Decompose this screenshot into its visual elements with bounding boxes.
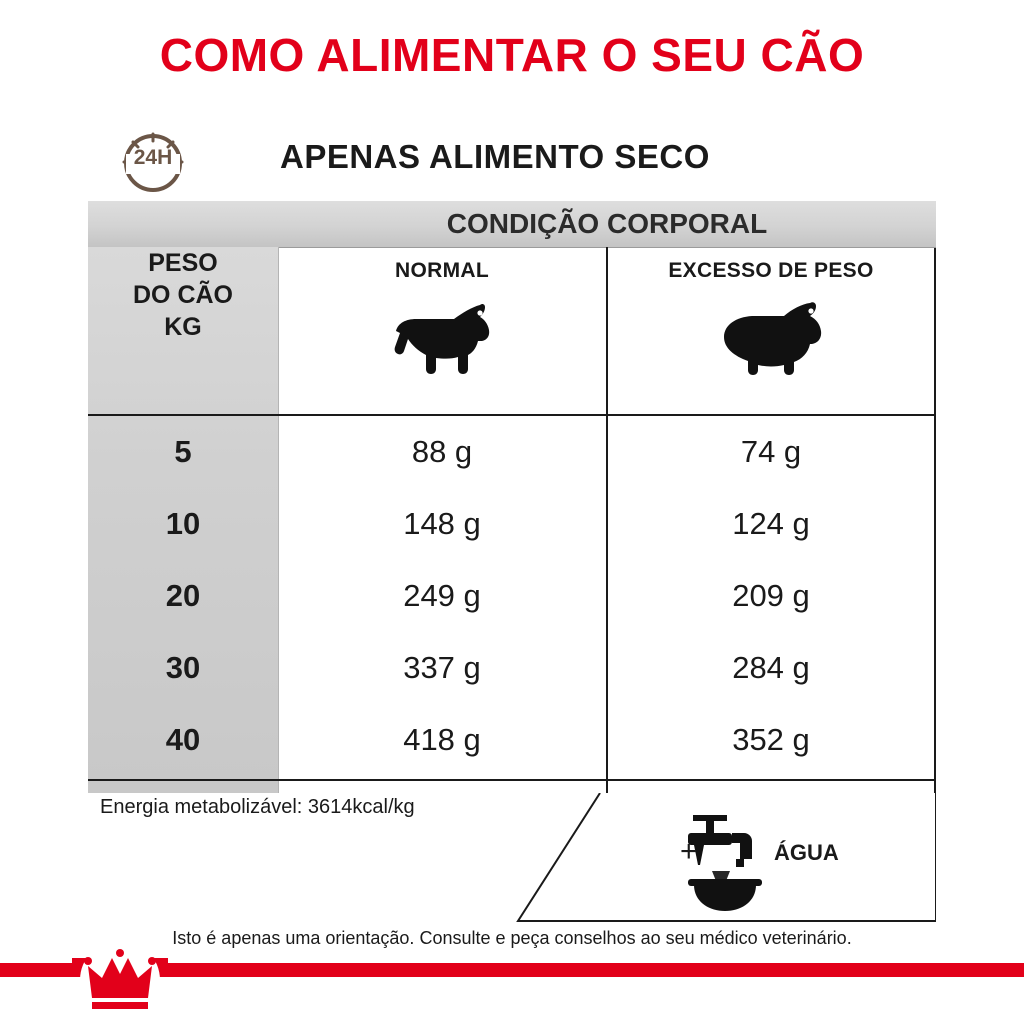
table-row	[88, 704, 936, 776]
subtitle-row	[112, 128, 912, 196]
table-row	[88, 560, 936, 632]
cell-weight: 30	[165, 650, 201, 685]
data-bottom-rule	[88, 779, 936, 781]
water-plus-sign: +	[680, 835, 698, 868]
dog-normal-icon	[388, 291, 500, 377]
cell-normal: 148 g	[403, 506, 481, 541]
table-body	[88, 416, 936, 776]
water-label: ÁGUA	[774, 840, 839, 865]
weight-column-header	[88, 247, 278, 343]
cell-normal: 337 g	[403, 650, 481, 685]
table-row	[88, 632, 936, 704]
feeding-table	[88, 201, 936, 793]
royal-canin-crown-icon	[72, 930, 168, 1024]
clock-icon	[120, 128, 186, 194]
cell-weight: 20	[165, 578, 201, 613]
page-title: COMO ALIMENTAR O SEU CÃO	[159, 29, 865, 81]
dog-overweight-icon	[718, 291, 830, 377]
column-header-normal: NORMAL	[395, 259, 489, 282]
section-subtitle: APENAS ALIMENTO SECO	[280, 138, 710, 175]
condition-header-label: CONDIÇÃO CORPORAL	[446, 208, 768, 239]
cell-weight: 40	[165, 722, 201, 757]
cell-normal: 88 g	[411, 434, 473, 469]
cell-normal: 249 g	[403, 578, 481, 613]
water-callout	[88, 793, 936, 923]
table-row	[88, 488, 936, 560]
column-header-overweight: EXCESSO DE PESO	[668, 259, 874, 282]
cell-overweight: 352 g	[732, 722, 810, 757]
disclaimer-text: Isto é apenas uma orientação. Consulte e peça conselhos ao seu médico veterinário.	[172, 928, 852, 948]
cell-weight: 10	[165, 506, 201, 541]
table-row	[88, 416, 936, 488]
cell-overweight: 209 g	[732, 578, 810, 613]
badge-label: 24H	[133, 146, 173, 169]
cell-overweight: 124 g	[732, 506, 810, 541]
cell-overweight: 284 g	[732, 650, 810, 685]
cell-overweight: 74 g	[740, 434, 802, 469]
weight-header-line-3: KG	[164, 313, 202, 341]
condition-header-bar	[88, 201, 936, 248]
energy-note: Energia metabolizável: 3614kcal/kg	[100, 796, 415, 818]
cell-normal: 418 g	[403, 722, 481, 757]
weight-header-line-1: PESO	[148, 249, 218, 277]
weight-header-line-2: DO CÃO	[133, 281, 233, 309]
cell-weight: 5	[174, 434, 192, 469]
faucet-icon	[688, 815, 762, 911]
